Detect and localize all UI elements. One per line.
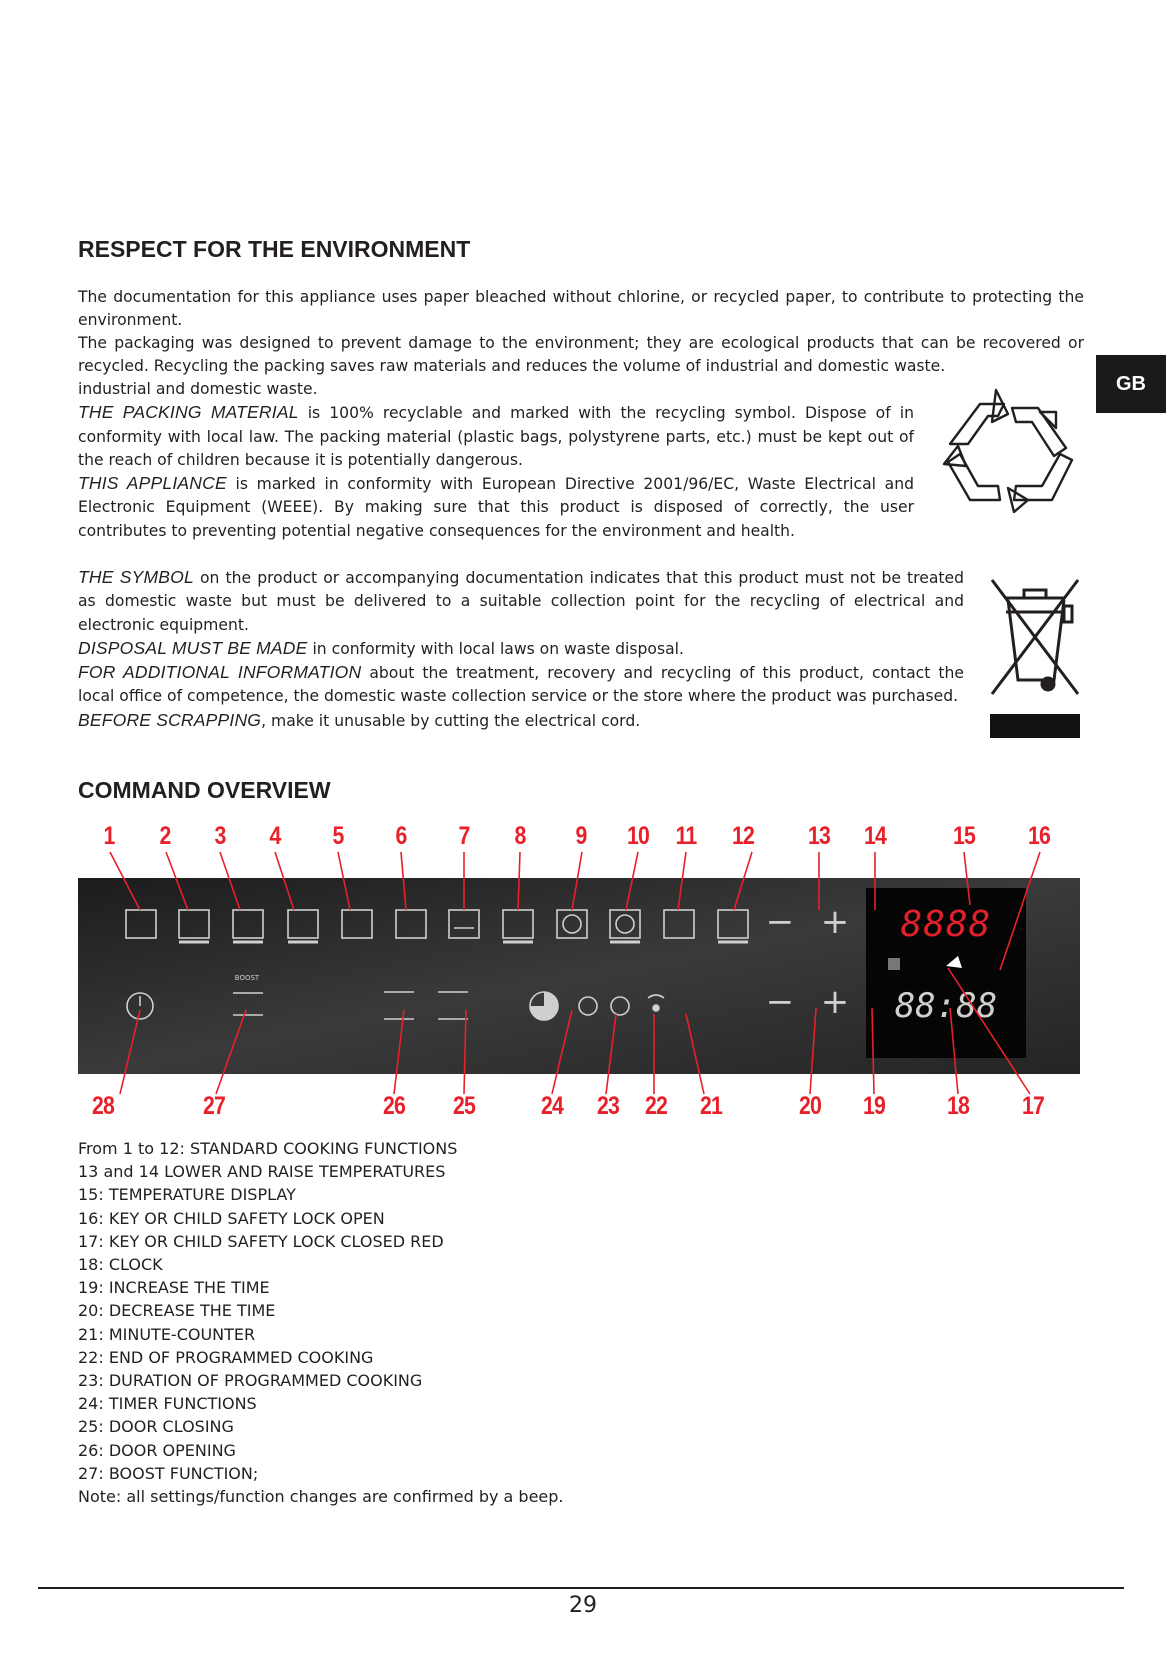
callout-9: 9 bbox=[575, 822, 587, 850]
language-tab: GB bbox=[1096, 355, 1166, 413]
callout-26: 26 bbox=[383, 1092, 405, 1120]
appliance-lead: THIS APPLIANCE bbox=[78, 473, 227, 494]
callout-7: 7 bbox=[458, 822, 470, 850]
packing-material-text: is 100% recyclable and marked with the recycling symbol. Dispose of in conformity with local law. The packing material (plastic bags, polystyrene parts, etc.) must be kept out of the reach of children because it is potentially dangerous. bbox=[78, 404, 914, 469]
legend-item: 25: DOOR CLOSING bbox=[78, 1417, 234, 1437]
callout-1: 1 bbox=[103, 822, 115, 850]
legend-item: 24: TIMER FUNCTIONS bbox=[78, 1394, 257, 1414]
temp-minus-button[interactable]: − bbox=[765, 902, 795, 942]
callout-3: 3 bbox=[214, 822, 226, 850]
callout-22: 22 bbox=[645, 1092, 667, 1120]
paragraph-packaging: The packaging was designed to prevent damage to the environment; they are ecological products that can be recovered or recycled. Recycling the packing saves raw materials and reduces the volume of industrial and domestic waste. bbox=[78, 334, 1084, 376]
callout-11: 11 bbox=[675, 822, 697, 850]
symbol-text: on the product or accompanying documentation indicates that this product must not be treated as domestic waste but must be delivered to a suitable collection point for the recycling of electrical and electronic equipment. bbox=[78, 569, 964, 634]
callout-10: 10 bbox=[627, 822, 649, 850]
legend-item: 22: END OF PROGRAMMED COOKING bbox=[78, 1347, 374, 1367]
packing-material-lead: THE PACKING MATERIAL bbox=[78, 402, 299, 423]
callout-23: 23 bbox=[597, 1092, 619, 1120]
callout-18: 18 bbox=[947, 1092, 969, 1120]
legend-item: 16: KEY OR CHILD SAFETY LOCK OPEN bbox=[78, 1208, 385, 1228]
callout-24: 24 bbox=[541, 1092, 563, 1120]
command-legend bbox=[78, 1137, 564, 1508]
additional-info-text: about the treatment, recovery and recycling of this product, contact the local office of competence, the domestic waste collection service or the store where the product was purchased. bbox=[78, 664, 965, 706]
callout-8: 8 bbox=[514, 822, 526, 850]
environment-heading: RESPECT FOR THE ENVIRONMENT bbox=[78, 236, 471, 262]
callout-17: 17 bbox=[1022, 1092, 1044, 1120]
legend-item: 13 and 14 LOWER AND RAISE TEMPERATURES bbox=[78, 1162, 446, 1182]
legend-note: Note: all settings/function changes are confirmed by a beep. bbox=[78, 1487, 564, 1507]
callout-20: 20 bbox=[799, 1092, 821, 1120]
appliance-text: is marked in conformity with European Directive 2001/96/EC, Waste Electrical and Electronic Equipment (WEEE). By making sure that this product is disposed of correctly, the user contributes to preventing potential negative consequences for the environment and health. bbox=[78, 475, 914, 540]
scrapping-lead: BEFORE SCRAPPING bbox=[78, 709, 262, 730]
temp-plus-button[interactable]: + bbox=[820, 902, 850, 942]
paragraph-documentation: The documentation for this appliance uses paper bleached without chlorine, or recycled paper, to contribute to protecting the environment. bbox=[78, 288, 1084, 330]
callout-21: 21 bbox=[700, 1092, 722, 1120]
disposal-lead: DISPOSAL MUST BE MADE bbox=[78, 637, 308, 658]
page-number: 29 bbox=[569, 1593, 597, 1618]
scrapping-text: , make it unusable by cutting the electrical cord. bbox=[261, 711, 641, 730]
legend-item: 21: MINUTE-COUNTER bbox=[78, 1324, 256, 1344]
callout-15: 15 bbox=[953, 822, 975, 850]
time-plus-button[interactable]: + bbox=[820, 982, 850, 1022]
callout-14: 14 bbox=[864, 822, 886, 850]
callout-6: 6 bbox=[395, 822, 407, 850]
clock-display: 88:88 bbox=[894, 986, 998, 1026]
legend-item: 19: INCREASE THE TIME bbox=[78, 1278, 270, 1298]
footer-rule bbox=[38, 1587, 1124, 1589]
callout-5: 5 bbox=[332, 822, 344, 850]
legend-item: 15: TEMPERATURE DISPLAY bbox=[78, 1185, 296, 1205]
temperature-display: 8888 bbox=[900, 904, 992, 945]
legend-item: 20: DECREASE THE TIME bbox=[78, 1301, 276, 1321]
boost-label: BOOST bbox=[234, 974, 260, 982]
packaging-tail: industrial and domestic waste. bbox=[78, 380, 318, 398]
callout-2: 2 bbox=[159, 822, 171, 850]
time-minus-button[interactable]: − bbox=[765, 982, 795, 1022]
command-overview-heading: COMMAND OVERVIEW bbox=[78, 777, 331, 803]
additional-info-lead: FOR ADDITIONAL INFORMATION bbox=[78, 662, 362, 683]
callout-4: 4 bbox=[269, 822, 281, 850]
callout-28: 28 bbox=[92, 1092, 114, 1120]
callout-12: 12 bbox=[732, 822, 754, 850]
callout-25: 25 bbox=[453, 1092, 475, 1120]
legend-item: 17: KEY OR CHILD SAFETY LOCK CLOSED RED bbox=[78, 1231, 444, 1251]
symbol-lead: THE SYMBOL bbox=[78, 567, 194, 587]
legend-item: 27: BOOST FUNCTION; bbox=[78, 1463, 259, 1483]
callout-13: 13 bbox=[808, 822, 830, 850]
callout-27: 27 bbox=[203, 1092, 225, 1120]
callout-16: 16 bbox=[1028, 822, 1050, 850]
legend-item: 23: DURATION OF PROGRAMMED COOKING bbox=[78, 1371, 423, 1391]
callout-19: 19 bbox=[863, 1092, 885, 1120]
legend-item: 26: DOOR OPENING bbox=[78, 1440, 236, 1460]
disposal-text: in conformity with local laws on waste disposal. bbox=[307, 639, 684, 658]
legend-item: 18: CLOCK bbox=[78, 1255, 163, 1275]
legend-item: From 1 to 12: STANDARD COOKING FUNCTIONS bbox=[78, 1139, 458, 1158]
